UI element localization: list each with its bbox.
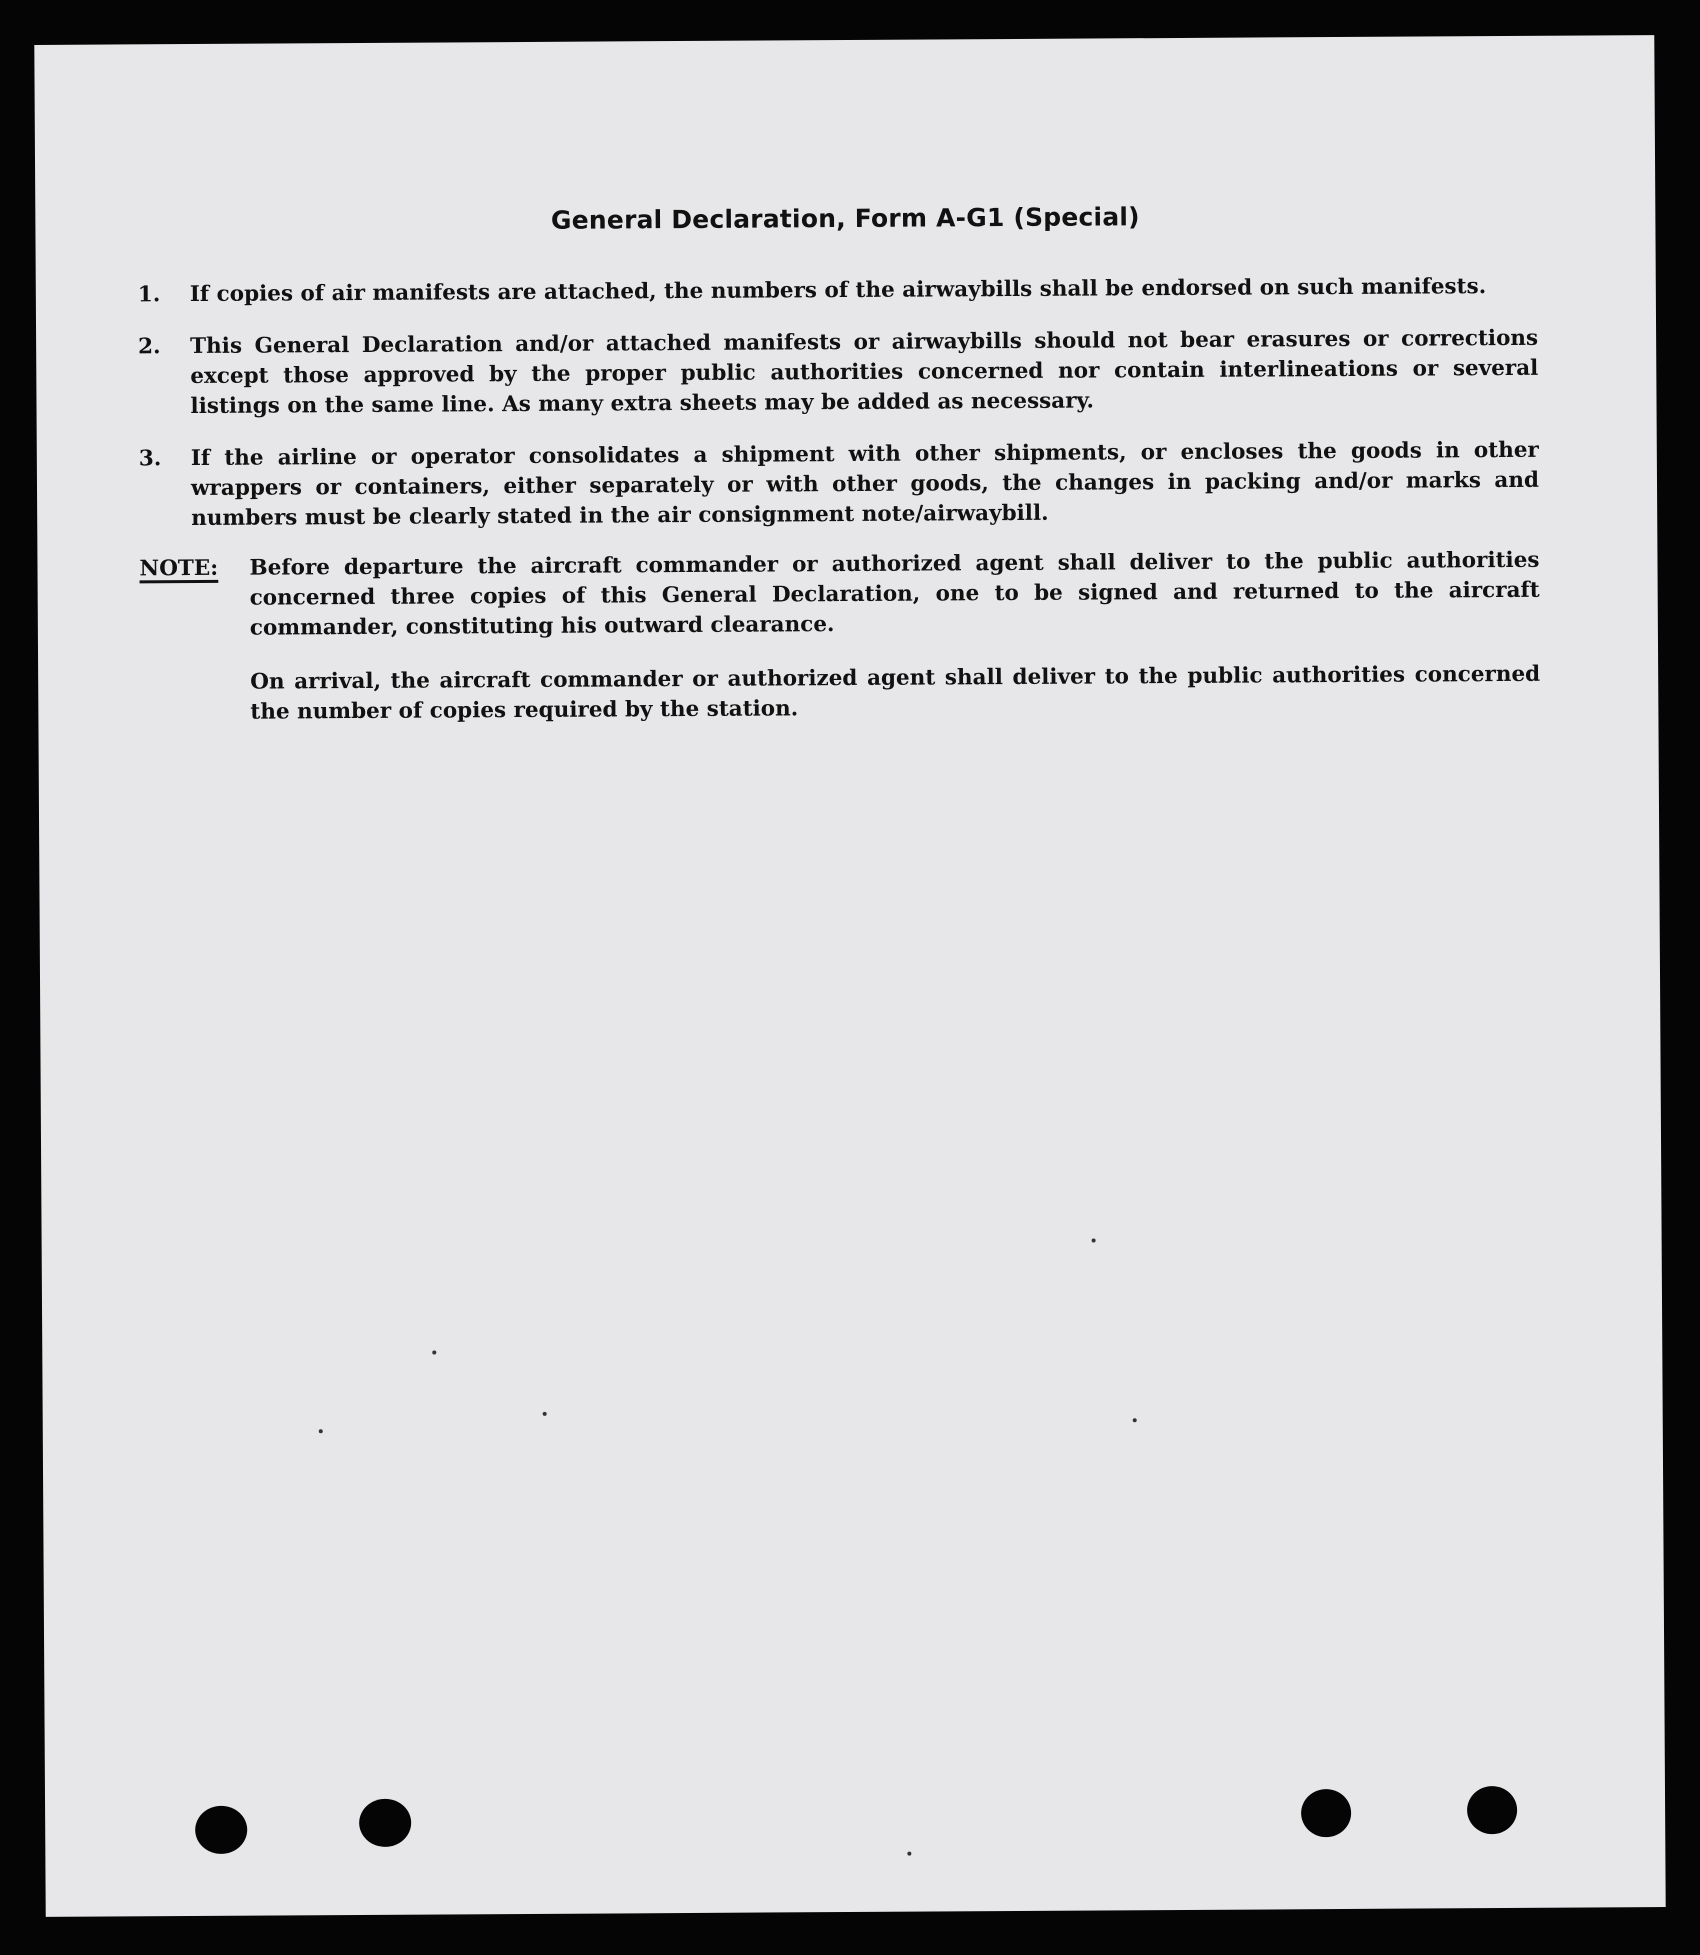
item-number: 1. <box>137 282 161 308</box>
punch-hole <box>1301 1789 1351 1837</box>
list-item <box>138 272 1538 311</box>
note-paragraph: Before departure the aircraft commander or authorized agent shall deliver to the public authorities concerned three copies of this General Declaration, one to be signed and returned to the aircraft commander, constituting his outward clearance. <box>249 547 1540 641</box>
list-item <box>138 324 1539 423</box>
punch-hole <box>359 1799 411 1847</box>
document-title: General Declaration, Form A-G1 (Special) <box>550 202 1140 235</box>
scan-speck <box>432 1351 436 1355</box>
note-label: NOTE: <box>139 555 219 582</box>
scan-speck <box>1092 1239 1096 1243</box>
note-paragraph: On arrival, the aircraft commander or authorized agent shall deliver to the public authorities concerned the number of copies required by the station. <box>250 661 1541 725</box>
punch-hole <box>1467 1786 1517 1834</box>
list-item <box>139 436 1540 535</box>
item-text: If copies of air manifests are attached, the numbers of the airwaybills shall be endorsed on such manifests. <box>189 274 1487 308</box>
scan-speck <box>907 1852 911 1856</box>
scan-speck <box>543 1412 547 1416</box>
punch-hole <box>195 1806 247 1854</box>
item-number: 2. <box>138 334 161 360</box>
scan-speck <box>1133 1418 1137 1422</box>
item-number: 3. <box>138 446 162 472</box>
document-page <box>34 35 1665 1917</box>
item-text: If the airline or operator consolidates a shipment with other shipments, or encloses the goods in other wrappers or containers, either separately or with other goods, the changes in packing and/or marks and numbers must be clearly stated in the air consignment note/airwaybill. <box>190 437 1540 532</box>
scan-speck <box>319 1429 323 1433</box>
item-text: This General Declaration and/or attached manifests or airwaybills should not bear erasures or corrections except those approved by the proper public authorities concerned nor contain interlineations or several listings on the same line. As many extra sheets may be added as necessary. <box>190 325 1539 420</box>
